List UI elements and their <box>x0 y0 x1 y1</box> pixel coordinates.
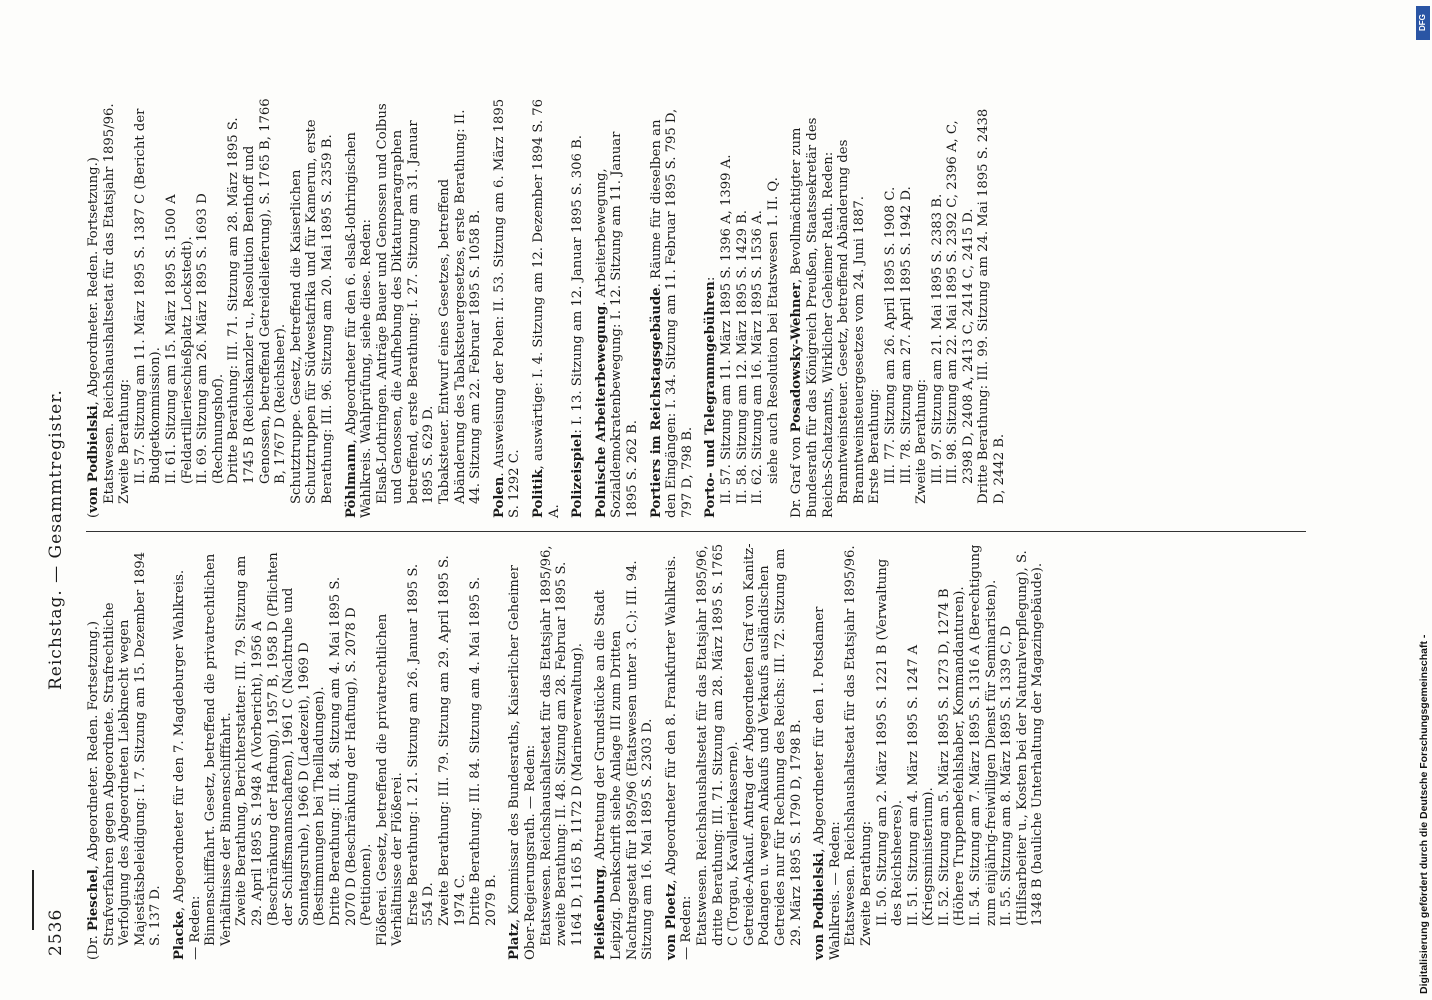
entry-line: II. 69. Sitzung am 26. März 1895 S. 1693 D (Rechnungshof). <box>195 193 226 484</box>
entry-line: Erste Berathung: I. 21. Sitzung am 26. Januar 1895 S. 554 D. <box>405 563 437 926</box>
entry-heading: Polizeispiel: I. 13. Sitzung am 12. Januar 1895 S. 306 B. <box>570 134 586 518</box>
top-rule <box>32 870 34 930</box>
entry-heading: — Reden: <box>187 895 203 960</box>
entry-line: Dritte Berathung: III. 99. Sitzung am 24. Mai 1895 S. 2438 D, 2442 B. <box>976 108 1008 504</box>
entry-line: Zweite Berathung: III. 79. Sitzung am 29. April 1895 S. 1974 C. <box>437 555 468 926</box>
entry-heading: (von Podbielski, Abgeordneter. Reden. Fortsetzung.) <box>86 157 101 518</box>
register-entry <box>531 98 562 518</box>
entry-heading: Polen. Ausweisung der Polen: II. 53. Sitzung am 6. März 1895 S. 1292 C. <box>491 98 523 518</box>
entry-line: Schutztruppe. Gesetz, betreffend die Kaiserlichen Schutztruppen für Südwestafrika und für Kamerun, erste Berathung: III. 96. Sitzung am 20. Mai 1895 S. 2359 B. <box>288 119 335 504</box>
entry-line: Tabaksteuer. Entwurf eines Gesetzes, betreffend Abänderung des Tabaksteuergesetzes, erste Berathung: II. 44. Sitzung am 22. Februar 1895 S. 1058 B. <box>437 109 484 504</box>
entry-heading: Polnische Arbeiterbewegung. Arbeiterbewegung, Sozialdemokratenbewegung: I. 12. Sitzung am 11. Januar 1895 S. 262 B. <box>593 131 640 518</box>
entry-line: Etatswesen. Reichshaushaltsetat für das Etatsjahr 1895/96. <box>101 103 117 504</box>
register-entry <box>703 98 781 518</box>
entry-line: Zweite Berathung: <box>914 378 930 504</box>
entry-line: II. 57. Sitzung am 11. März 1895 S. 1387 C (Bericht der Budgetkommission). <box>132 108 164 484</box>
register-entry <box>172 540 499 960</box>
right-column <box>86 98 1372 518</box>
entry-line: Erste Berathung: <box>867 388 883 504</box>
entry-line: II. 55. Sitzung am 8. März 1895 S. 1339 C, D (Hilfsarbeiter u., Kosten bei der Naturalverpflegung), S. 1348 B (bauliche Unterhaltung der Magazingebäude). <box>999 550 1046 926</box>
register-entry <box>507 540 585 960</box>
left-column <box>86 540 1372 960</box>
register-entry <box>86 98 336 518</box>
entry-line: siehe auch Resolution bei Etatswesen 1. II. Q. <box>765 177 781 484</box>
entry-line: Etatswesen. Reichshaushaltsetat für das Etatsjahr 1895/96. <box>843 545 859 946</box>
entry-heading: Pleißenburg, Abtretung der Grundstücke an die Stadt Leipzig. Denkschrift siehe Anlage III zum Dritten Nachtragsetat für 1895/96 (Etatswesen unter 3. C.): III. 94. Sitzung am 16. Mai 1895 S. 2303 D. <box>593 560 656 960</box>
register-entry <box>649 98 696 518</box>
digitization-note: Digitalisierung gefördert durch die Deutsche Forschungsgemeinschaft - <box>1418 634 1430 994</box>
entry-line: Dritte Berathung: III. 84. Sitzung am 4. Mai 1895 S. 2070 D (Beschränkung der Haftung), S. 2078 D (Petitionen). <box>327 576 375 926</box>
entry-line: Strafverfahren gegen Abgeordnete. Strafrechtliche Verfolgung des Abgeordneten Liebknecht wegen Majestätsbeleidigung: I. 7. Sitzung am 15. Dezember 1894 S. 137 D. <box>101 551 164 946</box>
register-entry <box>86 540 164 960</box>
entry-heading: Dr. Graf von Posadowsky-Wehner, Bevollmächtigter zum Bundesrath für das Königreich Preußen, Staatssekretär des Reichs-Schatzamts, Wirklicher Geheimer Rath. Reden: <box>789 117 836 518</box>
entry-line: Elsaß-Lothringen. Anträge Bauer und Genossen und Colbus und Genossen, die Aufhebung des Diktaturparagraphen betreffend, erste Berathung: I. 27. Sitzung am 31. Januar 1895 S. 629 D. <box>374 103 437 504</box>
entry-line: Branntweinsteuer. Gesetz, betreffend Abänderung des Branntweinsteuergesetzes vom 24. Juni 1887. <box>836 139 867 504</box>
entry-line: Binnenschifffahrt. Gesetz, betreffend die privatrechtlichen Verhältnisse der Binnenschifffahrt. <box>203 553 234 946</box>
entry-line: II. 57. Sitzung am 11. März 1895 S. 1396 A, 1399 A. <box>718 154 734 504</box>
entry-line: II. 62. Sitzung am 16. März 1895 S. 1536 A. <box>750 210 766 504</box>
register-entry <box>594 98 641 518</box>
entry-line: Zweite Berathung, Berichterstatter: III. 79. Sitzung am 29. April 1895 S. 1948 A (Vorbericht), 1956 A (Beschränkung der Haftung), 1957 B, 1958 D (Pflichten der Schiffsmannschaften), 1961 C (Nachtruhe und Sonntagsruhe), 1966 D (Ladezeit), 1969 D (Bestimmungen bei Theilladungen). <box>234 552 328 926</box>
page-number: 2536 <box>46 908 66 956</box>
page-header <box>46 60 72 960</box>
entry-line: Zweite Berathung: <box>858 820 874 946</box>
entry-heading: Pöhlmann, Abgeordneter für den 6. elsaß-lothringischen Wahlkreis. Wahlprüfung, siehe diese. Reden: <box>343 132 375 518</box>
entry-line: III. 78. Sitzung am 27. April 1895 S. 1942 D. <box>898 186 914 484</box>
entry-line: II. 50. Sitzung am 2. März 1895 S. 1221 B (Verwaltung des Reichsheeres). <box>874 558 906 926</box>
entry-line: II. 51. Sitzung am 4. März 1895 S. 1247 A (Kriegsministerium). <box>905 644 937 926</box>
register-entry <box>593 540 655 960</box>
entry-line: Etatswesen. Reichshaushaltsetat für das Etatsjahr 1895/96, zweite Berathung: II. 48. Sitzung am 28. Februar 1895 S. 1164 D, 1165 B, 1172 D (Marineverwaltung). <box>538 545 585 946</box>
entry-line: II. 54. Sitzung am 7. März 1895 S. 1316 A (Berechtigung zum einjährig-freiwilligen Dienst für Seminaristen). <box>968 544 999 926</box>
register-entry <box>812 540 1046 960</box>
entry-line: Dritte Berathung: III. 84. Sitzung am 4. Mai 1895 S. 2079 B. <box>468 576 499 926</box>
page-title: Reichstag. — Gesammtregister. <box>46 389 66 690</box>
entry-line: III. 97. Sitzung am 21. Mai 1895 S. 2383 B. <box>929 193 945 484</box>
register-entry <box>789 98 1007 518</box>
register-entry <box>664 540 804 960</box>
entry-line: Zweite Berathung: <box>117 378 133 504</box>
entry-line: Etatswesen. Reichshaushaltsetat für das Etatsjahr 1895/96, dritte Berathung: III. 71. Sitzung am 28. März 1895 S. 1765 C (Torgau, Kavalleriekaserne). <box>694 543 742 946</box>
register-entry <box>492 98 523 518</box>
entry-heading: Platz, Kommissar des Bundesraths, Kaiserlicher Geheimer Ober-Regierungsrath. — Reden: <box>507 565 539 960</box>
entry-line: III. 98. Sitzung am 22. Mai 1895 S. 2392 C, 2396 A, C, 2398 D, 2408 A, 2413 C, 2414 C, 2415 D. <box>945 120 976 484</box>
entry-line: II. 52. Sitzung am 5. März 1895 S. 1273 D, 1274 B (Höhere Truppenbefehlshaber, Kommandanturen). <box>936 586 968 926</box>
entry-line: III. 77. Sitzung am 26. April 1895 S. 1908 C. <box>882 186 898 484</box>
entry-heading: von Podbielski, Abgeordneter für den 1. Potsdamer Wahlkreis. — Reden: <box>812 606 843 960</box>
column-divider <box>86 531 1306 532</box>
entry-line: Getreide-Ankauf. Antrag der Abgeordneten Graf von Kanitz-Podangen u. wegen Ankaufs und Verkaufs ausländischen Getreides nur für Rechnung des Reichs: III. 72. Sitzung am 29. März 1895 S. 1790 D, 1798 B. <box>741 543 804 946</box>
entry-line: II. 58. Sitzung am 12. März 1895 S. 1429 B. <box>734 210 750 504</box>
entry-heading: Placke, Abgeordneter für den 7. Magdeburger Wahlkreis. <box>171 569 187 960</box>
register-entry <box>570 98 586 518</box>
entry-heading: Politik, auswärtige: I. 4. Sitzung am 12. Dezember 1894 S. 76 A. <box>531 98 562 518</box>
entry-heading: (Dr. Pieschel, Abgeordneter. Reden. Fortsetzung.) <box>86 620 101 960</box>
entry-heading: Porto- und Telegrammgebühren: <box>703 276 719 518</box>
entry-line: Dritte Berathung: III. 71. Sitzung am 28. März 1895 S. 1745 B (Reichskanzler u., Resolution Benthoff und Genossen, betreffend Getreidelieferung), S. 1765 B, 1766 B, 1767 D (Reichsheer). <box>226 98 289 484</box>
dfg-logo: DFG <box>1416 6 1430 40</box>
entry-heading: von Ploetz, Abgeordneter für den 8. Frankfurter Wahlkreis. — Reden: <box>663 555 695 960</box>
entry-line: Flößerei. Gesetz, betreffend die privatrechtlichen Verhältnisse der Flößerei. <box>374 613 406 946</box>
entry-heading: Portiers im Reichstagsgebäude. Räume für dieselben an den Eingängen: I. 34. Sitzung am 11. Februar 1895 S. 795 D, 797 D, 798 B. <box>648 108 695 518</box>
entry-line: II. 61. Sitzung am 15. März 1895 S. 1500 A (Feldartillerieschießplatz Lockstedt). <box>163 194 195 484</box>
register-entry <box>344 98 484 518</box>
